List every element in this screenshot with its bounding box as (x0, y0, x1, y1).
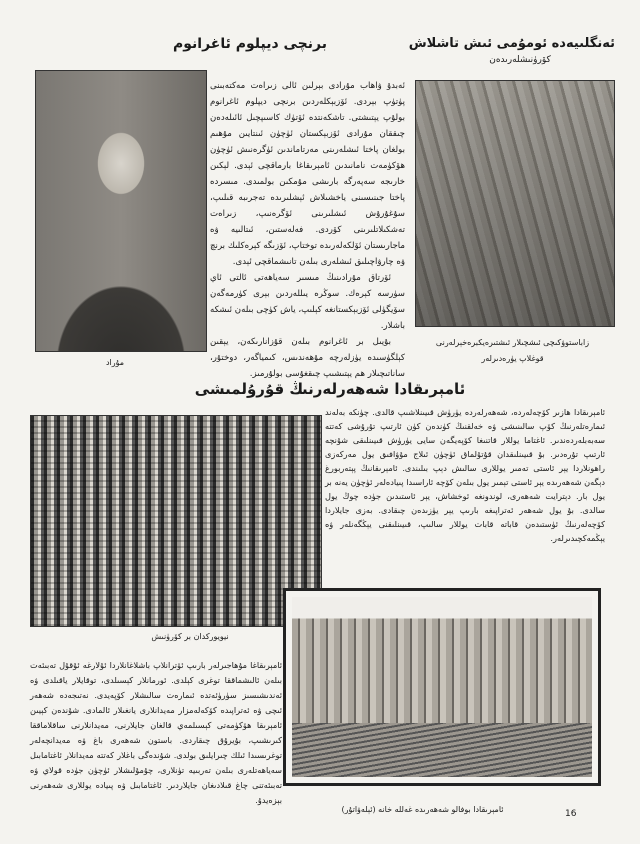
aerial-caption: نيويوركدان بر كۆرۈنىش (151, 632, 229, 641)
strike-photo (415, 80, 615, 327)
strike-caption-line2: قوغلاپ يۈرەدىرلەر (481, 354, 544, 363)
portrait-photo (35, 70, 207, 352)
agronomist-body (210, 78, 405, 379)
strike-subtitle: كۆرۈنىشلەرىدەن (489, 55, 551, 65)
portrait-caption: مۇراد (105, 358, 125, 367)
cities-title: ئامېرىقادا شەھەرلەرنىڭ قۇرۇلمىشى (194, 380, 466, 398)
cities-right-text: ئامېرىقادا ھازىر كۆچەلەردە، شەھەرلەردە يۈرۈش قىيىنلاشىپ قالدى. چۈنكە بەلەند ئىمارەتلەرنىڭ كۆپ سالىنىشى ۋە خەلقنىڭ كۈندەن كۈن ئارتىپ تۇرۇشى كەتتە سەبەبلەردەندىر. ئاغتاما يوللار قاتنىغا كۆپەيگەن سايى يۈرۈش قىيىنلىقى شۇنچە ئارتىپ تۇرەدىر. بۇ قىيىنلىقدان قۇتۇلماق ئۈچۈن ئىلاج مۇۋافىق يول مەركەزى راھونلاردا يېر ئاستى تەمىر يوللارى سالىش دېپ بىلىندى. ئامېرىقانىڭ پېتەربورغ دېگەن شەھەرىدە يېر ئاستى تېمىر يول بىلەن كۆچە ئاراسىدا پىيادەلەر ئۈچۈن يەنە بر يول بار. دېترايت شەھەرى، لوندونغە ئوخشاش، يېر ئاستىدىن جۈدە چوڭ يول سالدى. بۇ يول شەھەر ئەتراپىغە بارىپ يېر يۈزىدەن چىقادى. بەزى جايلاردا كۆچەلەرنىڭ ئۈستىدەن قاباتە قابات يوللار سالىپ، قىيىنلىقنى يېڭگەنلەر ۋە يېڭمەكچىدىرلەر. (325, 407, 605, 543)
cities-left-text: ئامېرىقاغا مۇھاجىرلەر بارىپ ئۆترانلاپ باشلاغانلاردا ئۇلارغە ئۇقۇل تەبىئەت بىلەن ئالىشماققا توغرى كېلدى. ئورمانلار كېسىلدى، توقايلار ياقىلدى ۋە ئەندىشىسىز سۈرۈئەتدە ئىمارەت سالىشلار كۆپەيدى. نەتىجەدە شەھەر ئىچى ۋە ئەتراپىدە كۆكەلەمزار مەيدانلارى يانغىلار ئالمادى. شۇندەن كېيىن ئامېرىقا ھۆكۈمەتى كېسىلمەي قالغان جايلارنى، مەيدانلارنى ساقلاماققا كىرىشىپ، بۇيرۇق چىقاردى. باستون شەھەرى باغ ۋە مەيدانچەلەر توغرىسىدا ئىلك چىرايلىق بولدى. شۇندەگى باغلار كەتتە مەيدانلار ئاغتامابىل سەياھەتلەرى بىلەن تەربىيە تۈنلارى، چۇمۇلىشلار ئۈچۈن جۈدە قولاي ۋە تەبىئەتنى چاغ قىلادىغان جايلاردىر. ئاغتامابىل ۋە پىيادە يوللارى شەھەرنى بېزەيدۇ. (30, 660, 282, 805)
strike-title: ئەنگلىيەدە ئومۇمى ئىش تاشلاش (408, 36, 615, 51)
agronomist-paragraph: بۇيىل بر ئاغرانوم بىلەن قۇزانارىكەن، يېقىن كېلگۈسىدە يۈزلەرچە مۇھەندىس، كىمياگەر، دوختۇر، ساناتىچىلار ھم يېتىشىپ چىقغۇسى بولۇرمىز. (210, 337, 405, 379)
agronomist-paragraph: ئۆرتاق مۇرادىنىڭ مىسىر سەياھەتى ئالتى ئاي سۈرسە كېرەك. سوڭرە يىللەردىن بېرى كۈرمەگەن سۆيگۈلى ئۆزبېكستانغە كېلىپ، ياش كۈچى بىلەن ئىشكە باشلار. (210, 273, 405, 331)
elevator-caption: ئامېرىقادا بوفالو شەھەرىدە غەللە خانە (ئېلەۋاتۇر) (341, 805, 504, 814)
new-york-aerial-photo (30, 415, 322, 627)
agronomist-paragraph: ئەبدۇ ۋاھاب مۇرادى بېرلىن ئالى زىراەت مەكتەبىنى پۈتۈپ بېردى. ئۆزبېكلەردىن برنچى ديپلوم ئاغرانوم بولۇپ يېتىشتى. تاشكەنتدە ئۆتۈك كاسىپچىل ئائىلەدەن چىققان مۇرادى ئۆزبېكستان ئۈچۈن ئىنتايىن مۇھىم بولغان پاختا ئىشلەرىنى مەرتاماندىن ئۈگرەنىش ئۈچۈن ھۆكۈمەت نامانىدىن ئامېرىقاغا بارماقچى ئېدى. لېكىن خارىجە سەپەرگە بارىشى مۇمكىن بولمىدى. مىسردە پاختا جىنىسىنى ياخشىلاش ئېشلىرىدە تەجرىبە قىلىپ، سۇغۇرۇش ئىشلىرىنى ئۆگرەنىپ، زىراەت تەشكىلاتلىرىنى كۆردى. فەلەستىن، ئىتالىيە ۋە ماجارىستان ئۆلكەلەرىدە توختاپ، ئۆزىگە كېرەكلىك برنچ ۋە چارۋاچىلىق ئىشلەرى بىلەن تانىشماقچى ئېدى. (210, 81, 405, 267)
agronomist-title: برنچى ديپلوم ئاغرانوم (172, 36, 327, 52)
page-number: 16 (565, 809, 577, 819)
grain-elevator-photo (292, 597, 592, 777)
strike-caption-line1: زاباستوۋكىچى ئىشچىلار ئىشتىرەيكبرەخېرلەرنى (435, 338, 590, 347)
